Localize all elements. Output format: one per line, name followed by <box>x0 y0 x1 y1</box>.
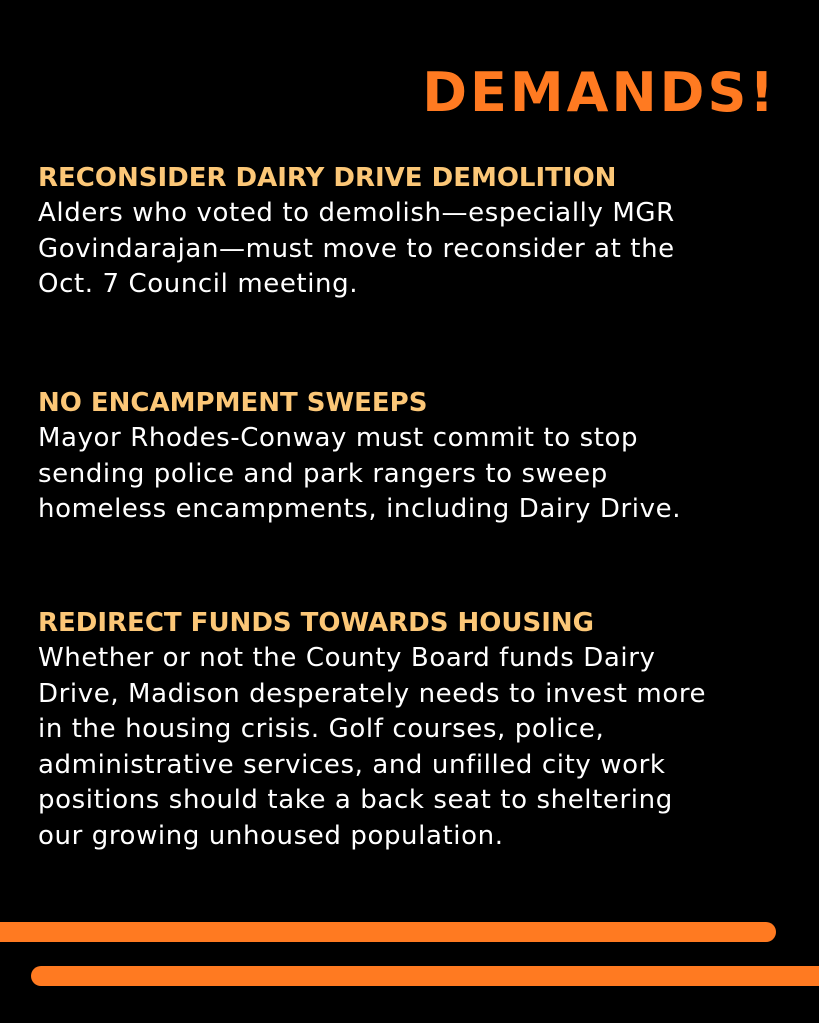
demand-body-line: Drive, Madison desperately needs to invest more <box>38 678 707 709</box>
demand-reconsider-demolition <box>38 160 798 303</box>
demand-redirect-funds <box>38 605 798 854</box>
decorative-bar-lower <box>31 966 819 986</box>
demand-no-sweeps <box>38 385 798 528</box>
demand-body-line: Govindarajan—must move to reconsider at the <box>38 233 675 264</box>
demand-heading: REDIRECT FUNDS TOWARDS HOUSING <box>38 608 595 638</box>
demand-body-line: positions should take a back seat to sheltering <box>38 785 673 815</box>
page-title: DEMANDS! <box>422 61 777 124</box>
demand-body <box>38 196 798 303</box>
demand-body-line: Mayor Rhodes-Conway must commit to stop <box>38 423 639 453</box>
demand-body-line: in the housing crisis. Golf courses, police, <box>38 714 605 744</box>
demand-body-line: Oct. 7 Council meeting. <box>38 269 359 299</box>
demand-heading: NO ENCAMPMENT SWEEPS <box>38 388 428 418</box>
demand-body-line: sending police and park rangers to sweep <box>38 458 608 489</box>
decorative-bar-upper <box>0 922 776 942</box>
demand-body-line: homeless encampments, including Dairy Drive. <box>38 494 682 524</box>
demand-body <box>38 641 798 854</box>
demand-body <box>38 421 798 528</box>
demand-body-line: Whether or not the County Board funds Dairy <box>38 643 656 673</box>
demand-body-line: administrative services, and unfilled city work <box>38 749 666 780</box>
demand-body-line: Alders who voted to demolish—especially MGR <box>38 198 675 228</box>
demand-heading: RECONSIDER DAIRY DRIVE DEMOLITION <box>38 163 617 193</box>
demand-body-line: our growing unhoused population. <box>38 820 504 851</box>
